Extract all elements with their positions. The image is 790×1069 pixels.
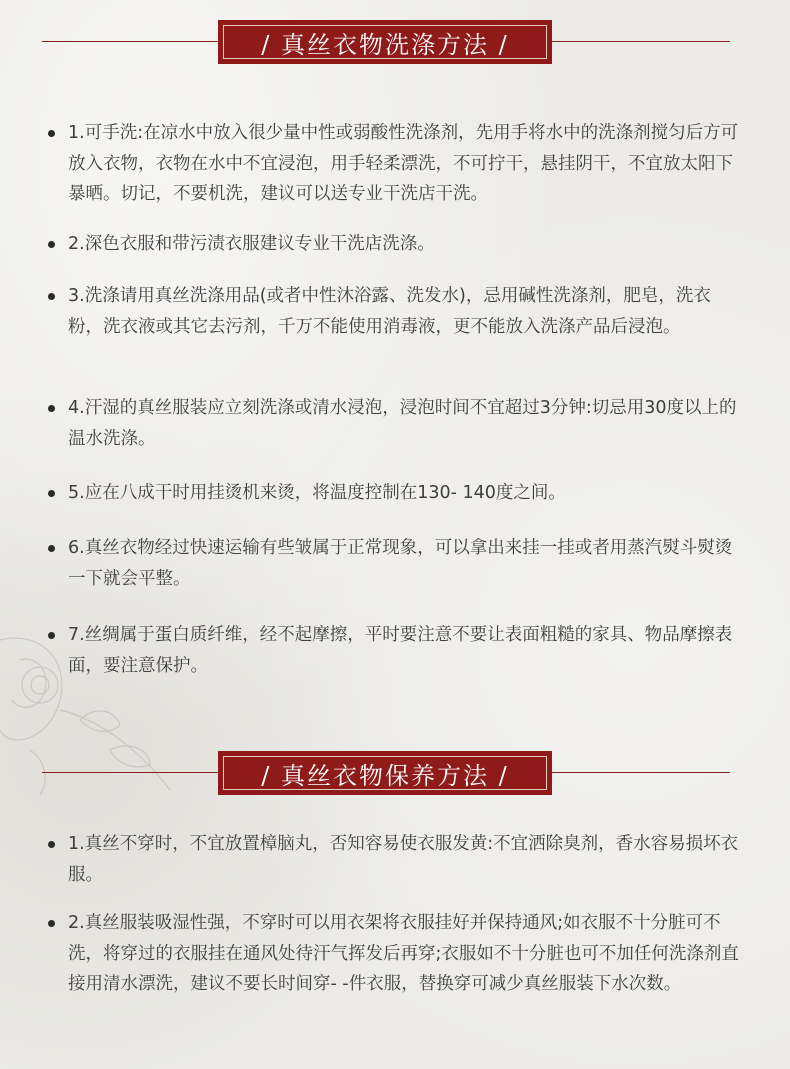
section-header-care: [0, 751, 790, 795]
bullet-icon: [48, 920, 55, 927]
list-item-text: 7.丝绸属于蛋白质纤维，经不起摩擦，平时要注意不要让表面粗糙的家具、物品摩擦表面，要注意保护。: [68, 625, 733, 676]
bullet-icon: [48, 130, 55, 137]
bullet-icon: [48, 632, 55, 639]
list-item-text: 2.真丝服装吸湿性强，不穿时可以用衣架将衣服挂好并保持通风;如衣服不十分脏可不洗，将穿过的衣服挂在通风处待汗气挥发后再穿;衣服如不十分脏也可不加任何洗涤剂直接用清水漂洗，建议不要长时间穿- -件衣服，替换穿可减少真丝服装下水次数。: [68, 913, 739, 994]
list-item-text: 4.汗湿的真丝服装应立刻洗涤或清水浸泡，浸泡时间不宜超过3分钟:切忌用30度以上的温水洗涤。: [68, 398, 737, 449]
bullet-icon: [48, 490, 55, 497]
header-divider-left: [42, 772, 222, 773]
list-item-text: 3.洗涤请用真丝洗涤用品(或者中性沐浴露、洗发水)，忌用碱性洗涤剂，肥皂，洗衣粉，洗衣液或其它去污剂，千万不能使用消毒液，更不能放入洗涤产品后浸泡。: [68, 286, 711, 337]
list-item: [68, 393, 740, 454]
bullet-icon: [48, 293, 55, 300]
list-item-text: 6.真丝衣物经过快速运输有些皱属于正常现象，可以拿出来挂一挂或者用蒸汽熨斗熨烫一下就会平整。: [68, 538, 733, 589]
list-item: [68, 229, 740, 260]
list-item: [68, 281, 740, 342]
list-item: [68, 478, 740, 509]
list-item-text: 1.真丝不穿时，不宜放置樟脑丸，否知容易使衣服发黄:不宜洒除臭剂，香水容易损坏衣服。: [68, 834, 739, 885]
list-item: [68, 908, 740, 1000]
bullet-icon: [48, 241, 55, 248]
header-divider-right: [550, 41, 730, 42]
list-item: [68, 620, 740, 681]
list-item-text: 5.应在八成干时用挂烫机来烫，将温度控制在130- 140度之间。: [68, 483, 566, 503]
bullet-icon: [48, 405, 55, 412]
list-item-text: 1.可手洗:在凉水中放入很少量中性或弱酸性洗涤剂，先用手将水中的洗涤剂搅匀后方可放入衣物，衣物在水中不宜浸泡，用手轻柔漂洗，不可拧干，悬挂阴干，不宜放太阳下暴晒。切记，不要机洗，建议可以送专业干洗店干洗。: [68, 123, 739, 204]
list-item: [68, 829, 740, 890]
bullet-icon: [48, 841, 55, 848]
section-title-washing: / 真丝衣物洗涤方法 /: [223, 25, 547, 59]
bullet-icon: [48, 545, 55, 552]
list-item-text: 2.深色衣服和带污渍衣服建议专业干洗店洗涤。: [68, 234, 435, 254]
list-item: [68, 118, 740, 210]
section-title-box: [218, 20, 552, 64]
section-title-care: / 真丝衣物保养方法 /: [223, 756, 547, 790]
list-item: [68, 533, 740, 594]
section-header-washing: [0, 20, 790, 64]
header-divider-left: [42, 41, 222, 42]
section-title-box: [218, 751, 552, 795]
header-divider-right: [550, 772, 730, 773]
